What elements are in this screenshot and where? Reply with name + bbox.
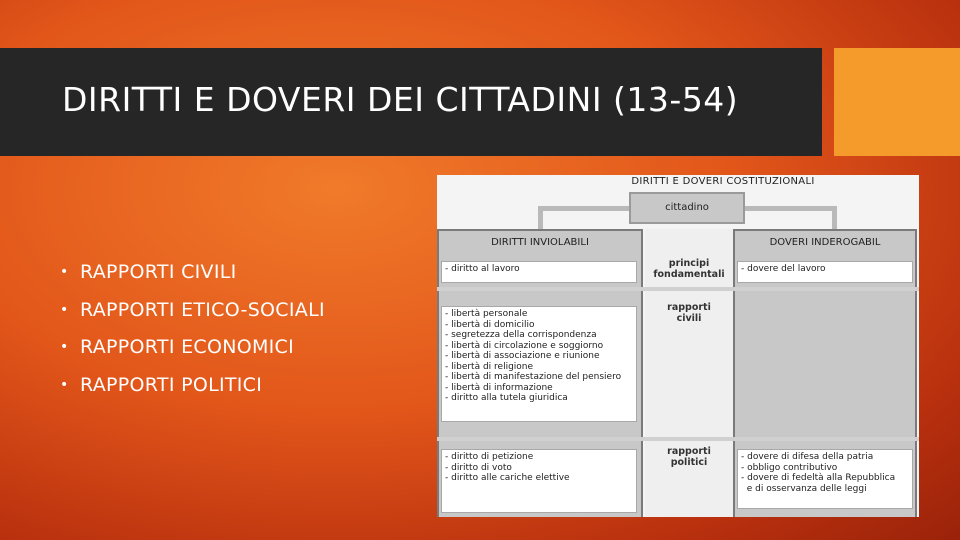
cell-line: - dovere di fedeltà alla Repubblica	[741, 473, 896, 483]
left-cell-civili	[441, 306, 637, 422]
row-separator	[437, 437, 919, 441]
left-cell-principi	[441, 261, 637, 283]
cell-line: - libertà personale	[445, 309, 528, 319]
bullet-item	[60, 292, 325, 330]
bullet-item	[60, 367, 325, 405]
right-cell-politici	[737, 449, 913, 509]
left-cell-politici	[441, 449, 637, 513]
cittadino-box: cittadino	[629, 192, 745, 224]
diagram-title: DIRITTI E DOVERI COSTITUZIONALI	[631, 176, 815, 187]
cell-line: - dovere del lavoro	[741, 264, 826, 274]
cell-line: - libertà di associazione e riunione	[445, 351, 600, 361]
bullet-dot-icon: •	[60, 301, 69, 318]
cell-line: - libertà di informazione	[445, 382, 553, 393]
left-column-header: DIRITTI INVIOLABILI	[491, 237, 589, 248]
rights-duties-diagram	[437, 175, 919, 517]
cell-line: - libertà di religione	[445, 361, 534, 372]
cell-line: - libertà di circolazione e soggiorno	[445, 340, 604, 351]
accent-square	[834, 48, 960, 156]
cell-line: - diritto alla tutela giuridica	[445, 393, 568, 403]
row-separator	[437, 287, 919, 291]
bullet-text: RAPPORTI ECONOMICI	[80, 336, 295, 358]
bullet-text: RAPPORTI CIVILI	[80, 261, 237, 283]
cell-line: - obbligo contributivo	[741, 462, 838, 473]
bullet-dot-icon: •	[60, 376, 69, 393]
bullet-list	[60, 254, 325, 404]
cell-line: - libertà di domicilio	[445, 319, 535, 330]
cell-line: - diritto di voto	[445, 462, 512, 473]
cell-line: - diritto alle cariche elettive	[445, 473, 570, 483]
cell-line: - dovere di difesa della patria	[741, 452, 874, 462]
cell-line: e di osservanza delle leggi	[741, 483, 867, 494]
bullet-dot-icon: •	[60, 339, 69, 355]
bullet-text: RAPPORTI POLITICI	[80, 373, 263, 396]
cell-line: - segretezza della corrispondenza	[445, 330, 597, 340]
cell-line: - diritto di petizione	[445, 452, 534, 462]
bullet-item	[60, 329, 325, 367]
bullet-dot-icon: •	[60, 264, 69, 280]
bullet-text: RAPPORTI ETICO-SOCIALI	[80, 298, 325, 321]
mid-label-principi: principi fondamentali	[653, 258, 725, 280]
bullet-item	[60, 254, 325, 292]
mid-label-civili: rapporti civili	[667, 302, 711, 324]
right-column-header: DOVERI INDEROGABIL	[769, 237, 881, 248]
right-cell-principi	[737, 261, 913, 283]
slide-title: DIRITTI E DOVERI DEI CITTADINI (13-54)	[62, 80, 739, 119]
mid-label-politici: rapporti politici	[667, 446, 711, 468]
cell-line: - libertà di manifestazione del pensiero	[445, 372, 622, 382]
cell-line: - diritto al lavoro	[445, 264, 520, 274]
